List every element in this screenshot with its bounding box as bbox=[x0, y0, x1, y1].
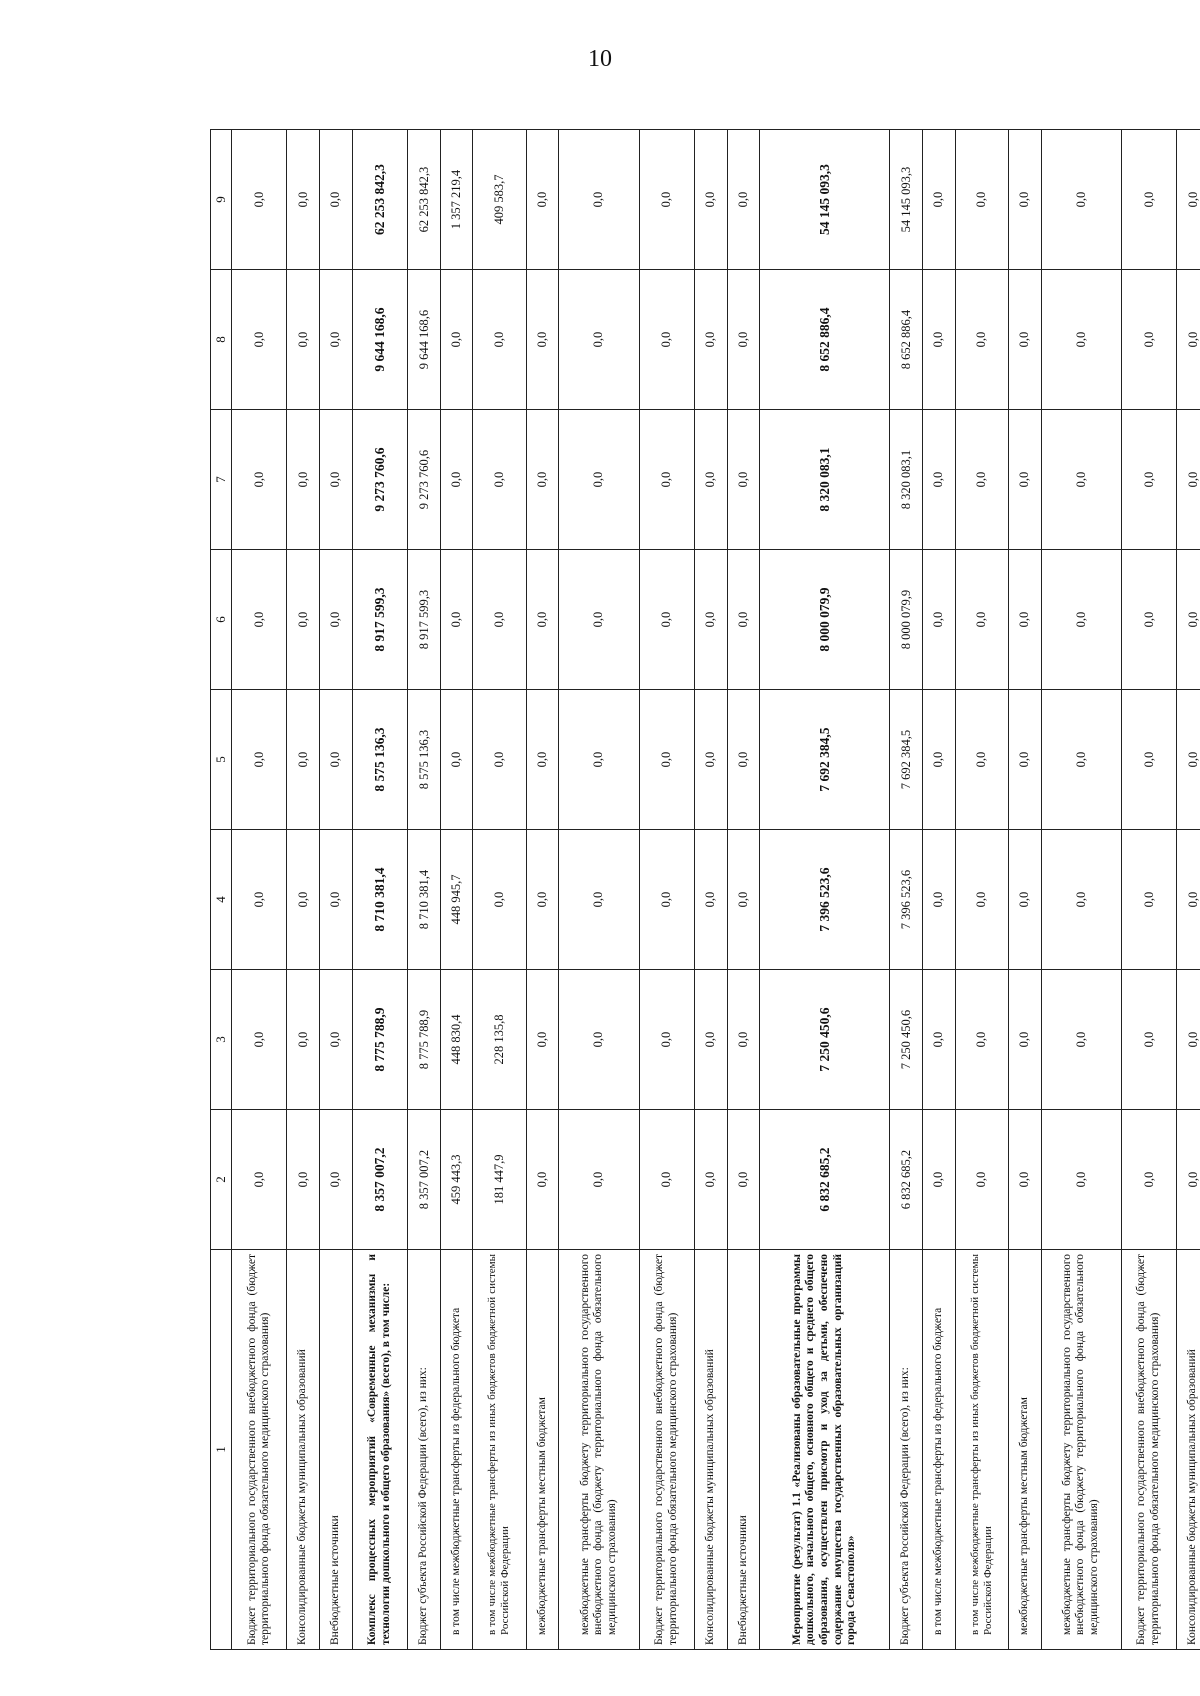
table-header-row bbox=[211, 130, 232, 1650]
row-label: в том числе межбюджетные трансферты из федерального бюджета bbox=[440, 1250, 473, 1650]
table-row bbox=[1177, 130, 1200, 1650]
row-value-col-9: 0,0 bbox=[559, 130, 639, 270]
row-value-col-6: 0,0 bbox=[232, 550, 287, 690]
row-value-col-7: 0,0 bbox=[727, 410, 760, 550]
row-value-col-9: 0,0 bbox=[1121, 130, 1176, 270]
table-row bbox=[408, 130, 441, 1650]
row-value-col-7: 8 320 083,1 bbox=[890, 410, 923, 550]
row-value-col-4: 7 396 523,6 bbox=[760, 830, 890, 970]
row-value-col-6: 0,0 bbox=[727, 550, 760, 690]
row-value-col-5: 0,0 bbox=[526, 690, 559, 830]
row-value-col-6: 0,0 bbox=[1041, 550, 1121, 690]
row-value-col-4: 0,0 bbox=[1121, 830, 1176, 970]
table-row bbox=[890, 130, 923, 1650]
row-value-col-7: 0,0 bbox=[923, 410, 956, 550]
row-value-col-7: 0,0 bbox=[1041, 410, 1121, 550]
column-header-3: 3 bbox=[211, 970, 232, 1110]
table-row bbox=[639, 130, 694, 1650]
row-label: Бюджет субъекта Российской Федерации (всего), из них: bbox=[890, 1250, 923, 1650]
row-label: Комплекс процессных мероприятий «Современные механизмы и технологии дошкольного и общего образования» (всего), в том числе: bbox=[352, 1250, 407, 1650]
row-value-col-7: 0,0 bbox=[526, 410, 559, 550]
table-row bbox=[955, 130, 1008, 1650]
table-row bbox=[694, 130, 727, 1650]
row-value-col-5: 0,0 bbox=[694, 690, 727, 830]
table-row bbox=[287, 130, 320, 1650]
row-label: межбюджетные трансферты бюджету территориального государственного внебюджетного фонда (бюджету территориального фонда обязательного медицинского страхования) bbox=[1041, 1250, 1121, 1650]
row-value-col-5: 0,0 bbox=[955, 690, 1008, 830]
row-value-col-2: 0,0 bbox=[1121, 1110, 1176, 1250]
row-value-col-6: 0,0 bbox=[1177, 550, 1200, 690]
row-value-col-9: 62 253 842,3 bbox=[408, 130, 441, 270]
row-label: Мероприятие (результат) 1.1 «Реализованы образовательные программы дошкольного, начального общего, основного общего и среднего общего образования, осуществлен присмотр и уход за детьми, обеспечено содержание имущества государственных образовательных организаций города Севастополя» bbox=[760, 1250, 890, 1650]
row-value-col-2: 6 832 685,2 bbox=[890, 1110, 923, 1250]
row-value-col-5: 7 692 384,5 bbox=[760, 690, 890, 830]
row-value-col-2: 0,0 bbox=[1041, 1110, 1121, 1250]
row-value-col-4: 0,0 bbox=[526, 830, 559, 970]
row-value-col-6: 0,0 bbox=[639, 550, 694, 690]
row-value-col-4: 0,0 bbox=[320, 830, 353, 970]
row-value-col-7: 8 320 083,1 bbox=[760, 410, 890, 550]
row-value-col-3: 0,0 bbox=[232, 970, 287, 1110]
row-value-col-2: 0,0 bbox=[559, 1110, 639, 1250]
row-value-col-5: 0,0 bbox=[287, 690, 320, 830]
row-value-col-5: 8 575 136,3 bbox=[408, 690, 441, 830]
row-value-col-6: 0,0 bbox=[320, 550, 353, 690]
column-header-8: 8 bbox=[211, 270, 232, 410]
column-header-9: 9 bbox=[211, 130, 232, 270]
table-row bbox=[440, 130, 473, 1650]
row-label: в том числе межбюджетные трансферты из иных бюджетов бюджетной системы Российской Федерации bbox=[955, 1250, 1008, 1650]
row-value-col-9: 0,0 bbox=[232, 130, 287, 270]
row-value-col-8: 0,0 bbox=[1041, 270, 1121, 410]
row-value-col-3: 8 775 788,9 bbox=[408, 970, 441, 1110]
row-value-col-6: 0,0 bbox=[955, 550, 1008, 690]
row-value-col-9: 0,0 bbox=[727, 130, 760, 270]
row-value-col-3: 8 775 788,9 bbox=[352, 970, 407, 1110]
row-value-col-3: 0,0 bbox=[1008, 970, 1041, 1110]
table-row bbox=[526, 130, 559, 1650]
row-value-col-2: 0,0 bbox=[232, 1110, 287, 1250]
row-value-col-8: 0,0 bbox=[1177, 270, 1200, 410]
row-value-col-4: 0,0 bbox=[694, 830, 727, 970]
row-value-col-7: 0,0 bbox=[473, 410, 526, 550]
row-value-col-4: 0,0 bbox=[923, 830, 956, 970]
row-value-col-9: 62 253 842,3 bbox=[352, 130, 407, 270]
row-value-col-3: 0,0 bbox=[1121, 970, 1176, 1110]
row-value-col-8: 0,0 bbox=[694, 270, 727, 410]
row-value-col-3: 7 250 450,6 bbox=[760, 970, 890, 1110]
row-value-col-8: 9 644 168,6 bbox=[408, 270, 441, 410]
row-value-col-4: 0,0 bbox=[1008, 830, 1041, 970]
row-value-col-6: 0,0 bbox=[1121, 550, 1176, 690]
row-value-col-4: 0,0 bbox=[727, 830, 760, 970]
row-value-col-8: 0,0 bbox=[727, 270, 760, 410]
row-value-col-2: 6 832 685,2 bbox=[760, 1110, 890, 1250]
table-row bbox=[1121, 130, 1176, 1650]
row-value-col-8: 0,0 bbox=[473, 270, 526, 410]
table-row bbox=[760, 130, 890, 1650]
row-value-col-5: 0,0 bbox=[1121, 690, 1176, 830]
row-value-col-7: 0,0 bbox=[287, 410, 320, 550]
row-value-col-2: 0,0 bbox=[320, 1110, 353, 1250]
row-value-col-9: 0,0 bbox=[1177, 130, 1200, 270]
row-value-col-5: 7 692 384,5 bbox=[890, 690, 923, 830]
row-value-col-3: 0,0 bbox=[287, 970, 320, 1110]
row-label: в том числе межбюджетные трансферты из иных бюджетов бюджетной системы Российской Федерации bbox=[473, 1250, 526, 1650]
row-value-col-2: 0,0 bbox=[1008, 1110, 1041, 1250]
row-value-col-2: 0,0 bbox=[526, 1110, 559, 1250]
row-value-col-9: 0,0 bbox=[694, 130, 727, 270]
row-value-col-2: 8 357 007,2 bbox=[352, 1110, 407, 1250]
row-value-col-9: 0,0 bbox=[1041, 130, 1121, 270]
budget-table bbox=[210, 129, 1200, 1650]
row-value-col-9: 0,0 bbox=[955, 130, 1008, 270]
row-label: межбюджетные трансферты бюджету территориального государственного внебюджетного фонда (бюджету территориального фонда обязательного медицинского страхования) bbox=[559, 1250, 639, 1650]
row-value-col-5: 0,0 bbox=[1177, 690, 1200, 830]
row-value-col-5: 0,0 bbox=[232, 690, 287, 830]
row-value-col-6: 0,0 bbox=[440, 550, 473, 690]
row-value-col-3: 0,0 bbox=[727, 970, 760, 1110]
row-value-col-3: 0,0 bbox=[1177, 970, 1200, 1110]
row-value-col-4: 0,0 bbox=[1177, 830, 1200, 970]
row-value-col-8: 0,0 bbox=[320, 270, 353, 410]
row-value-col-2: 181 447,9 bbox=[473, 1110, 526, 1250]
row-value-col-8: 0,0 bbox=[1008, 270, 1041, 410]
row-value-col-4: 0,0 bbox=[639, 830, 694, 970]
row-value-col-7: 0,0 bbox=[1121, 410, 1176, 550]
table-body bbox=[232, 130, 1200, 1650]
row-value-col-2: 0,0 bbox=[694, 1110, 727, 1250]
row-value-col-8: 0,0 bbox=[639, 270, 694, 410]
row-value-col-8: 0,0 bbox=[526, 270, 559, 410]
row-value-col-6: 8 917 599,3 bbox=[352, 550, 407, 690]
row-value-col-3: 0,0 bbox=[694, 970, 727, 1110]
table-row bbox=[232, 130, 287, 1650]
column-header-1: 1 bbox=[211, 1250, 232, 1650]
row-value-col-3: 0,0 bbox=[923, 970, 956, 1110]
row-value-col-4: 448 945,7 bbox=[440, 830, 473, 970]
row-value-col-7: 0,0 bbox=[955, 410, 1008, 550]
row-value-col-5: 0,0 bbox=[559, 690, 639, 830]
row-value-col-7: 0,0 bbox=[1008, 410, 1041, 550]
row-value-col-9: 54 145 093,3 bbox=[890, 130, 923, 270]
row-value-col-9: 0,0 bbox=[923, 130, 956, 270]
row-value-col-3: 0,0 bbox=[320, 970, 353, 1110]
row-value-col-6: 0,0 bbox=[1008, 550, 1041, 690]
row-value-col-8: 0,0 bbox=[1121, 270, 1176, 410]
row-value-col-2: 0,0 bbox=[923, 1110, 956, 1250]
row-value-col-3: 0,0 bbox=[559, 970, 639, 1110]
row-value-col-6: 0,0 bbox=[473, 550, 526, 690]
column-header-2: 2 bbox=[211, 1110, 232, 1250]
row-label: Консолидированные бюджеты муниципальных образований bbox=[287, 1250, 320, 1650]
row-value-col-6: 0,0 bbox=[559, 550, 639, 690]
row-value-col-8: 0,0 bbox=[559, 270, 639, 410]
row-value-col-7: 9 273 760,6 bbox=[352, 410, 407, 550]
row-value-col-5: 0,0 bbox=[923, 690, 956, 830]
table-row bbox=[923, 130, 956, 1650]
row-value-col-6: 0,0 bbox=[923, 550, 956, 690]
row-value-col-5: 0,0 bbox=[320, 690, 353, 830]
row-value-col-7: 0,0 bbox=[694, 410, 727, 550]
table-row bbox=[559, 130, 639, 1650]
row-value-col-2: 459 443,3 bbox=[440, 1110, 473, 1250]
column-header-7: 7 bbox=[211, 410, 232, 550]
row-value-col-9: 409 583,7 bbox=[473, 130, 526, 270]
table-row bbox=[352, 130, 407, 1650]
row-value-col-9: 0,0 bbox=[1008, 130, 1041, 270]
row-value-col-8: 0,0 bbox=[440, 270, 473, 410]
table-row bbox=[727, 130, 760, 1650]
row-value-col-4: 0,0 bbox=[232, 830, 287, 970]
row-value-col-8: 8 652 886,4 bbox=[760, 270, 890, 410]
row-label: Консолидированные бюджеты муниципальных образований bbox=[694, 1250, 727, 1650]
row-value-col-2: 0,0 bbox=[287, 1110, 320, 1250]
row-value-col-6: 0,0 bbox=[526, 550, 559, 690]
row-value-col-3: 0,0 bbox=[1041, 970, 1121, 1110]
row-value-col-8: 8 652 886,4 bbox=[890, 270, 923, 410]
row-value-col-6: 0,0 bbox=[694, 550, 727, 690]
row-label: межбюджетные трансферты местным бюджетам bbox=[1008, 1250, 1041, 1650]
row-value-col-7: 0,0 bbox=[232, 410, 287, 550]
row-value-col-9: 0,0 bbox=[287, 130, 320, 270]
row-value-col-3: 0,0 bbox=[526, 970, 559, 1110]
row-value-col-9: 0,0 bbox=[639, 130, 694, 270]
row-label: в том числе межбюджетные трансферты из федерального бюджета bbox=[923, 1250, 956, 1650]
row-value-col-5: 8 575 136,3 bbox=[352, 690, 407, 830]
row-value-col-7: 0,0 bbox=[440, 410, 473, 550]
row-value-col-5: 0,0 bbox=[1041, 690, 1121, 830]
rotated-budget-table bbox=[210, 130, 1200, 1650]
row-label: Бюджет территориального государственного внебюджетного фонда (бюджет территориального фонда обязательного медицинского страхования) bbox=[1121, 1250, 1176, 1650]
row-value-col-4: 0,0 bbox=[955, 830, 1008, 970]
row-label: Бюджет территориального государственного внебюджетного фонда (бюджет территориального фонда обязательного медицинского страхования) bbox=[232, 1250, 287, 1650]
row-value-col-5: 0,0 bbox=[639, 690, 694, 830]
table-row bbox=[1041, 130, 1121, 1650]
row-value-col-4: 7 396 523,6 bbox=[890, 830, 923, 970]
row-value-col-4: 0,0 bbox=[1041, 830, 1121, 970]
row-value-col-6: 8 000 079,9 bbox=[890, 550, 923, 690]
row-value-col-5: 0,0 bbox=[1008, 690, 1041, 830]
row-value-col-8: 0,0 bbox=[955, 270, 1008, 410]
row-value-col-8: 0,0 bbox=[923, 270, 956, 410]
table-row bbox=[473, 130, 526, 1650]
row-value-col-4: 0,0 bbox=[473, 830, 526, 970]
row-value-col-5: 0,0 bbox=[727, 690, 760, 830]
row-value-col-3: 0,0 bbox=[955, 970, 1008, 1110]
row-value-col-8: 0,0 bbox=[287, 270, 320, 410]
row-label: Внебюджетные источники bbox=[320, 1250, 353, 1650]
row-value-col-9: 54 145 093,3 bbox=[760, 130, 890, 270]
row-value-col-6: 0,0 bbox=[287, 550, 320, 690]
row-value-col-6: 8 000 079,9 bbox=[760, 550, 890, 690]
page-number: 10 bbox=[588, 46, 612, 72]
row-label: Бюджет территориального государственного внебюджетного фонда (бюджет территориального фонда обязательного медицинского страхования) bbox=[639, 1250, 694, 1650]
column-header-6: 6 bbox=[211, 550, 232, 690]
row-value-col-5: 0,0 bbox=[440, 690, 473, 830]
row-label: Внебюджетные источники bbox=[727, 1250, 760, 1650]
row-value-col-2: 0,0 bbox=[1177, 1110, 1200, 1250]
row-value-col-2: 0,0 bbox=[727, 1110, 760, 1250]
row-value-col-9: 0,0 bbox=[526, 130, 559, 270]
row-value-col-2: 8 357 007,2 bbox=[408, 1110, 441, 1250]
row-value-col-3: 0,0 bbox=[639, 970, 694, 1110]
row-value-col-4: 8 710 381,4 bbox=[408, 830, 441, 970]
row-value-col-2: 0,0 bbox=[639, 1110, 694, 1250]
row-value-col-7: 0,0 bbox=[1177, 410, 1200, 550]
row-value-col-7: 0,0 bbox=[320, 410, 353, 550]
row-value-col-6: 8 917 599,3 bbox=[408, 550, 441, 690]
row-value-col-7: 9 273 760,6 bbox=[408, 410, 441, 550]
row-label: Бюджет субъекта Российской Федерации (всего), из них: bbox=[408, 1250, 441, 1650]
row-label: Консолидированные бюджеты муниципальных образований bbox=[1177, 1250, 1200, 1650]
row-value-col-2: 0,0 bbox=[955, 1110, 1008, 1250]
row-value-col-9: 1 357 219,4 bbox=[440, 130, 473, 270]
row-value-col-3: 7 250 450,6 bbox=[890, 970, 923, 1110]
column-header-5: 5 bbox=[211, 690, 232, 830]
row-value-col-8: 9 644 168,6 bbox=[352, 270, 407, 410]
table-row bbox=[320, 130, 353, 1650]
table-row bbox=[1008, 130, 1041, 1650]
row-label: межбюджетные трансферты местным бюджетам bbox=[526, 1250, 559, 1650]
row-value-col-4: 8 710 381,4 bbox=[352, 830, 407, 970]
row-value-col-3: 448 830,4 bbox=[440, 970, 473, 1110]
row-value-col-8: 0,0 bbox=[232, 270, 287, 410]
row-value-col-3: 228 135,8 bbox=[473, 970, 526, 1110]
row-value-col-4: 0,0 bbox=[287, 830, 320, 970]
row-value-col-5: 0,0 bbox=[473, 690, 526, 830]
row-value-col-7: 0,0 bbox=[559, 410, 639, 550]
row-value-col-9: 0,0 bbox=[320, 130, 353, 270]
row-value-col-4: 0,0 bbox=[559, 830, 639, 970]
row-value-col-7: 0,0 bbox=[639, 410, 694, 550]
column-header-4: 4 bbox=[211, 830, 232, 970]
